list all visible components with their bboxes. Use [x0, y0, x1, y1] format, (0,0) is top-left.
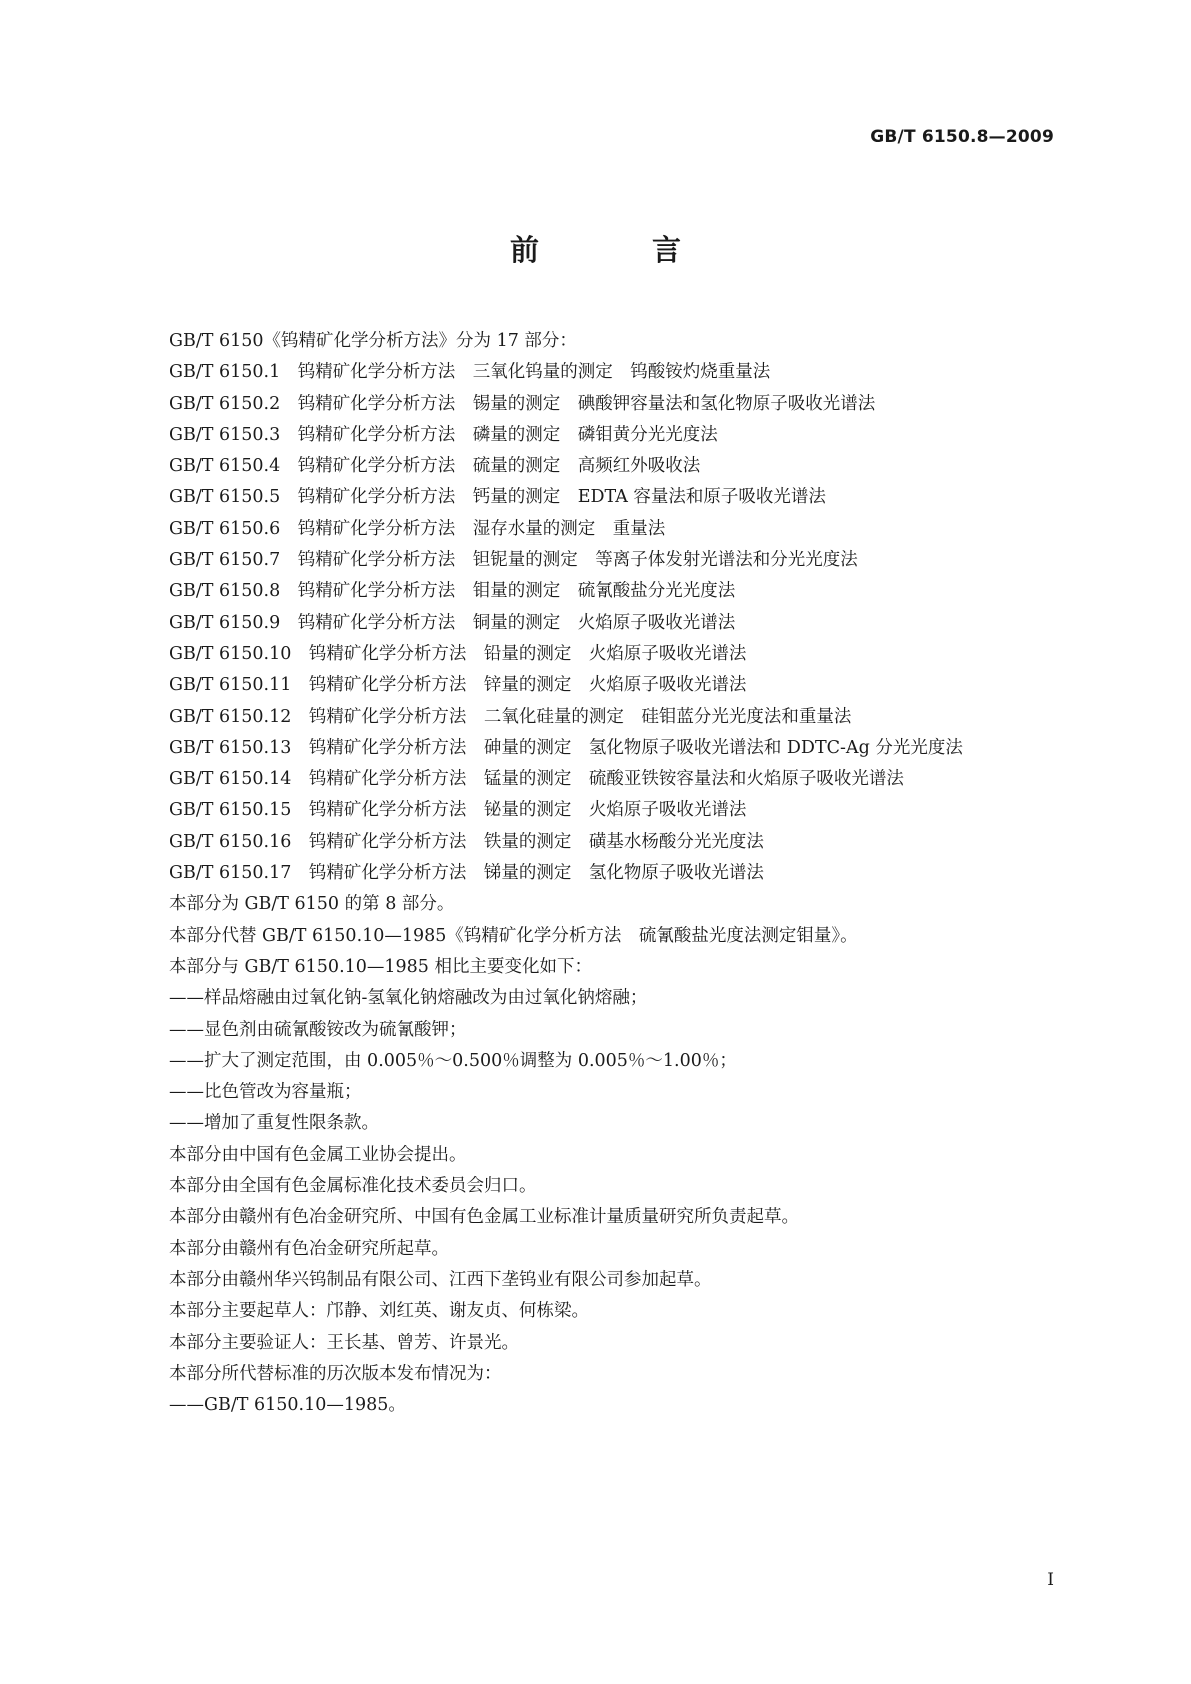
list-item: GB/T 6150.3 钨精矿化学分析方法 磷量的测定 磷钼黄分光光度法	[169, 424, 718, 445]
list-item: GB/T 6150.10 钨精矿化学分析方法 铅量的测定 火焰原子吸收光谱法	[169, 643, 747, 664]
paragraph: 本部分由赣州华兴钨制品有限公司、江西下垄钨业有限公司参加起草。	[169, 1269, 712, 1290]
change-item: ——扩大了测定范围，由 0.005％～0.500％调整为 0.005％～1.00％；	[169, 1050, 737, 1071]
standard-number-header: GB/T 6150.8—2009	[870, 127, 1054, 147]
list-item: GB/T 6150.2 钨精矿化学分析方法 锡量的测定 碘酸钾容量法和氢化物原子吸收光谱法	[169, 393, 876, 414]
change-item: ——样品熔融由过氧化钠-氢氧化钠熔融改为由过氧化钠熔融；	[169, 988, 648, 1009]
paragraph: 本部分由全国有色金属标准化技术委员会归口。	[169, 1176, 537, 1197]
list-item: GB/T 6150.15 钨精矿化学分析方法 铋量的测定 火焰原子吸收光谱法	[169, 800, 747, 821]
list-item: GB/T 6150.12 钨精矿化学分析方法 二氧化硅量的测定 硅钼蓝分光光度法和重量法	[169, 706, 852, 727]
list-item: GB/T 6150.5 钨精矿化学分析方法 钙量的测定 EDTA 容量法和原子吸收光谱法	[169, 487, 826, 508]
list-item: GB/T 6150.16 钨精矿化学分析方法 铁量的测定 磺基水杨酸分光光度法	[169, 831, 764, 852]
list-item: GB/T 6150.11 钨精矿化学分析方法 锌量的测定 火焰原子吸收光谱法	[169, 675, 747, 696]
paragraph: 本部分由赣州有色冶金研究所起草。	[169, 1238, 449, 1259]
history-item: ——GB/T 6150.10—1985。	[169, 1395, 406, 1416]
paragraph: 本部分代替 GB/T 6150.10—1985《钨精矿化学分析方法 硫氰酸盐光度法测定钼量》。	[169, 925, 858, 946]
list-item: GB/T 6150.1 钨精矿化学分析方法 三氧化钨量的测定 钨酸铵灼烧重量法	[169, 362, 771, 383]
list-item: GB/T 6150.7 钨精矿化学分析方法 钽铌量的测定 等离子体发射光谱法和分光光度法	[169, 550, 858, 571]
paragraph: 本部分为 GB/T 6150 的第 8 部分。	[169, 894, 455, 915]
list-item: GB/T 6150.9 钨精矿化学分析方法 铜量的测定 火焰原子吸收光谱法	[169, 612, 736, 633]
list-item: GB/T 6150.6 钨精矿化学分析方法 湿存水量的测定 重量法	[169, 518, 666, 539]
paragraph: 本部分所代替标准的历次版本发布情况为：	[169, 1363, 502, 1384]
page-title: 前 言	[509, 233, 723, 267]
change-item: ——比色管改为容量瓶；	[169, 1082, 362, 1103]
list-item: GB/T 6150.14 钨精矿化学分析方法 锰量的测定 硫酸亚铁铵容量法和火焰原子吸收光谱法	[169, 769, 904, 790]
paragraph: 本部分由中国有色金属工业协会提出。	[169, 1144, 467, 1165]
page-number: I	[1047, 1570, 1054, 1590]
list-item: GB/T 6150.8 钨精矿化学分析方法 钼量的测定 硫氰酸盐分光光度法	[169, 581, 736, 602]
paragraph: 本部分主要验证人：王长基、曾芳、许景光。	[169, 1332, 519, 1353]
list-item: GB/T 6150.4 钨精矿化学分析方法 硫量的测定 高频红外吸收法	[169, 456, 701, 477]
foreword-body	[134, 326, 1058, 1421]
change-item: ——增加了重复性限条款。	[169, 1113, 379, 1134]
paragraph: 本部分由赣州有色冶金研究所、中国有色金属工业标准计量质量研究所负责起草。	[169, 1207, 799, 1228]
change-item: ——显色剂由硫氰酸铵改为硫氰酸钾；	[169, 1019, 467, 1040]
paragraph: 本部分与 GB/T 6150.10—1985 相比主要变化如下：	[169, 956, 592, 977]
paragraph: 本部分主要起草人：邝静、刘红英、谢友贞、何栋梁。	[169, 1301, 589, 1322]
paragraph: GB/T 6150《钨精矿化学分析方法》分为 17 部分：	[169, 331, 577, 351]
list-item: GB/T 6150.17 钨精矿化学分析方法 锑量的测定 氢化物原子吸收光谱法	[169, 863, 764, 884]
list-item: GB/T 6150.13 钨精矿化学分析方法 砷量的测定 氢化物原子吸收光谱法和 DDTC-Ag 分光光度法	[169, 737, 963, 758]
